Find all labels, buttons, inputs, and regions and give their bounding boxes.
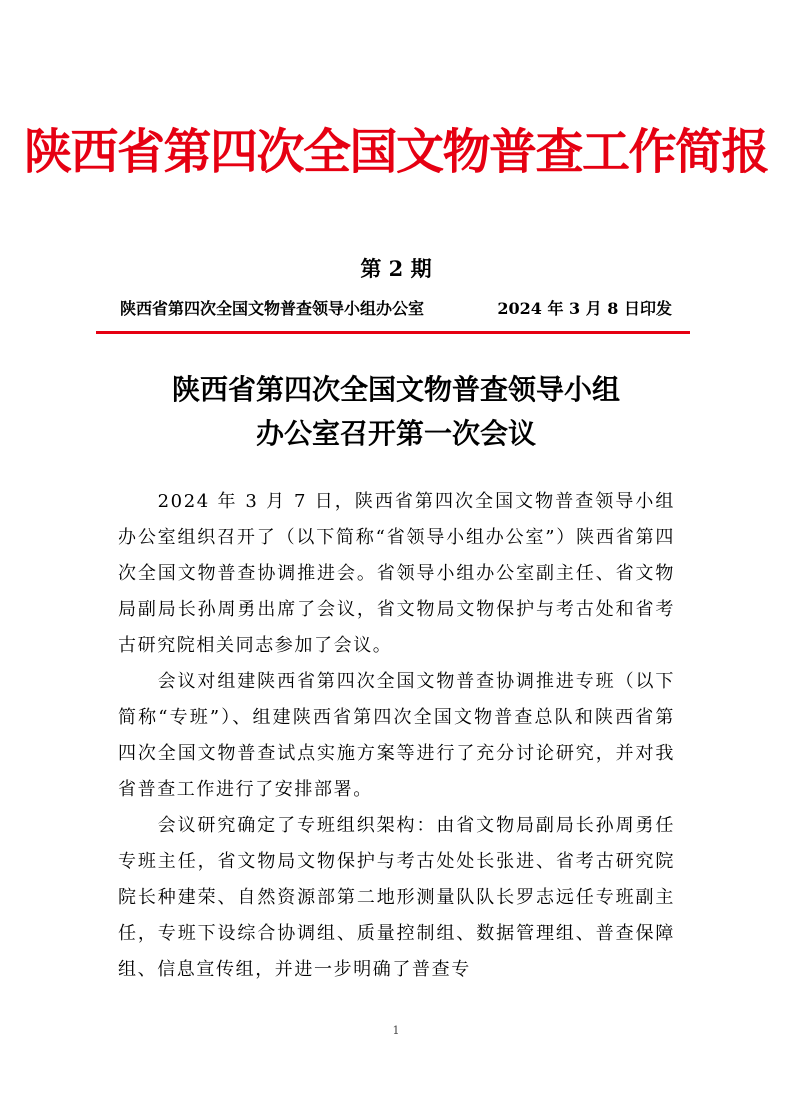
issuer: 陕西省第四次全国文物普查领导小组办公室 [120, 299, 425, 318]
article-body [118, 484, 675, 988]
red-divider [96, 331, 690, 334]
issue-date: 2024 年 3 月 8 日印发 [497, 299, 672, 318]
headline-line-1: 陕西省第四次全国文物普查领导小组 [171, 373, 620, 406]
paragraph: 2024 年 3 月 7 日，陕西省第四次全国文物普查领导小组办公室组织召开了（以下简称“省领导小组办公室”）陕西省第四次全国文物普查协调推进会。省领导小组办公室副主任、省文物局副局长孙周勇出席了会议，省文物局文物保护与考古处和省考古研究院相关同志参加了会议。 [118, 491, 675, 656]
issue-meta-row [120, 297, 672, 321]
headline-line-2: 办公室召开第一次会议 [255, 417, 536, 450]
issue-number: 第 2 期 [360, 256, 432, 281]
masthead-title: 陕西省第四次全国文物普查工作简报 [23, 124, 768, 180]
paragraph: 会议研究确定了专班组织架构：由省文物局副局长孙周勇任专班主任，省文物局文物保护与考古处处长张进、省考古研究院院长种建荣、自然资源部第二地形测量队队长罗志远任专班副主任，专班下设综合协调组、质量控制组、数据管理组、普查保障组、信息宣传组，并进一步明确了普查专 [118, 815, 675, 980]
page-number: 1 [392, 1024, 400, 1037]
paragraph: 会议对组建陕西省第四次全国文物普查协调推进专班（以下简称“专班”）、组建陕西省第四次全国文物普查总队和陕西省第四次全国文物普查试点实施方案等进行了充分讨论研究，并对我省普查工作进行了安排部署。 [118, 671, 675, 800]
article-headline [0, 368, 792, 456]
